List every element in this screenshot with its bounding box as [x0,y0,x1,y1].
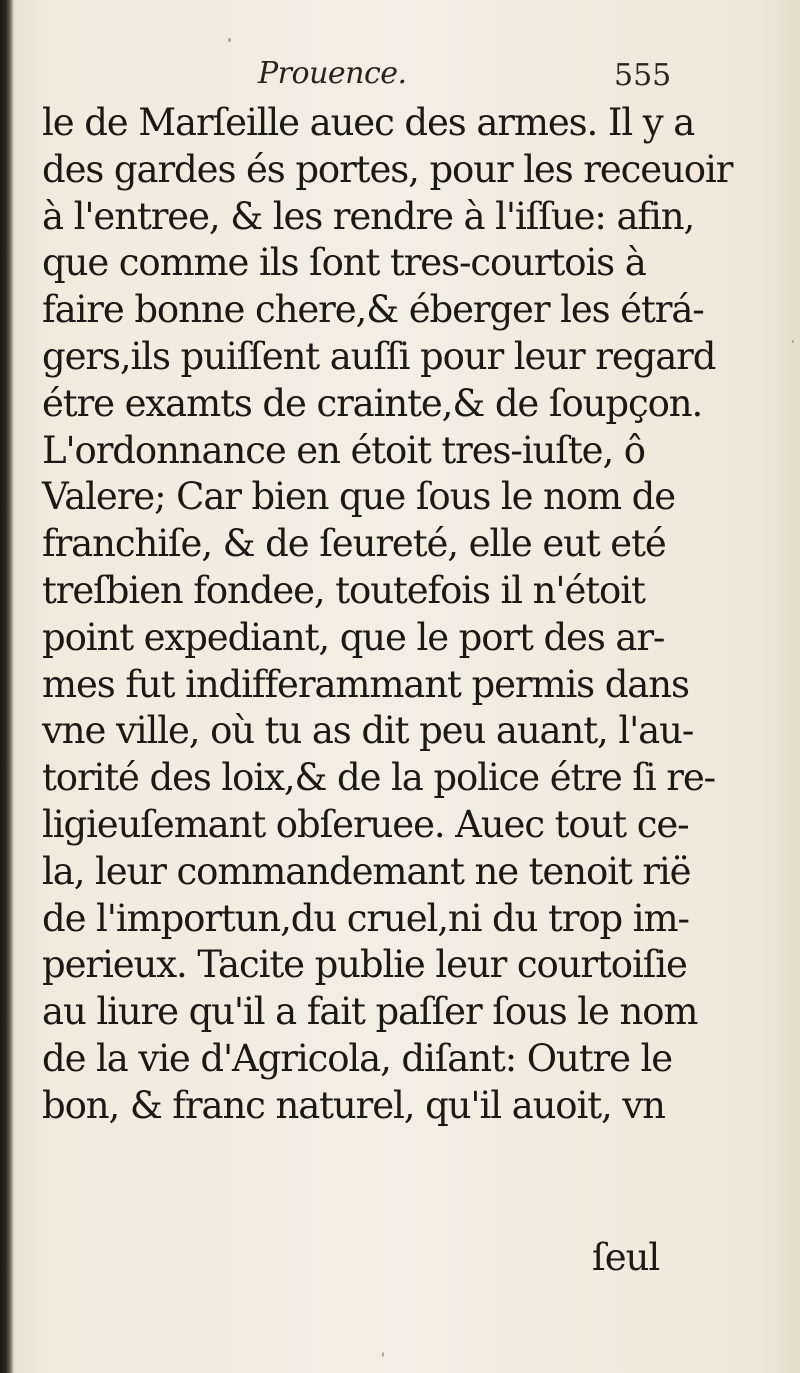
text-line: au liure qu'il a fait paſſer ſous le nom [42,990,698,1034]
text-line: bon, & franc naturel, qu'il auoit, vn [42,1083,665,1127]
text-line: vne ville, où tu as dit peu auant, l'au- [42,709,694,753]
paper-speck [792,340,794,343]
text-line: de l'importun,du cruel,ni du trop im- [42,896,689,940]
text-line: treſbien fondee, toutefois il n'étoit [42,568,645,612]
text-line: que comme ils ſont tres-courtois à [42,241,646,285]
text-line: de la vie d'Agricola, diſant: Outre le [42,1036,673,1080]
text-line: L'ordonnance en étoit tres-iuſte, ô [42,428,645,472]
text-line: point expediant, que le port des ar- [42,615,665,659]
text-line: mes fut indifferammant permis dans [42,662,689,706]
text-line: le de Marſeille auec des armes. Il y a [42,101,695,144]
text-line: faire bonne chere,& éberger les étrá- [42,288,704,332]
catchword: ſeul [592,1236,660,1279]
text-line: la, leur commandemant ne tenoit rië [42,849,691,893]
paper-speck [228,38,231,42]
page-number: 555 [614,58,672,93]
page-header [0,52,800,104]
text-line: Valere; Car bien que ſous le nom de [42,475,675,519]
text-line: étre examts de crainte,& de ſoupçon. [42,381,703,425]
text-line: ligieuſemant obſeruee. Auec tout ce- [42,802,689,846]
text-line: des gardes és portes, pour les receuoir [42,147,733,191]
running-head: Prouence. [258,56,407,91]
text-line: franchiſe, & de ſeureté, elle eut eté [42,522,666,566]
text-line: à l'entree, & les rendre à l'iſſue: afin, [42,194,695,238]
text-line: gers,ils puiſſent auſſi pour leur regard [42,334,716,378]
text-line: torité des loix,& de la police étre ſi re- [42,756,716,800]
paper-speck [382,1352,384,1357]
binding-gutter [0,0,14,1373]
body-text [42,100,733,1130]
text-line: perieux. Tacite publie leur courtoiſie [42,943,687,987]
